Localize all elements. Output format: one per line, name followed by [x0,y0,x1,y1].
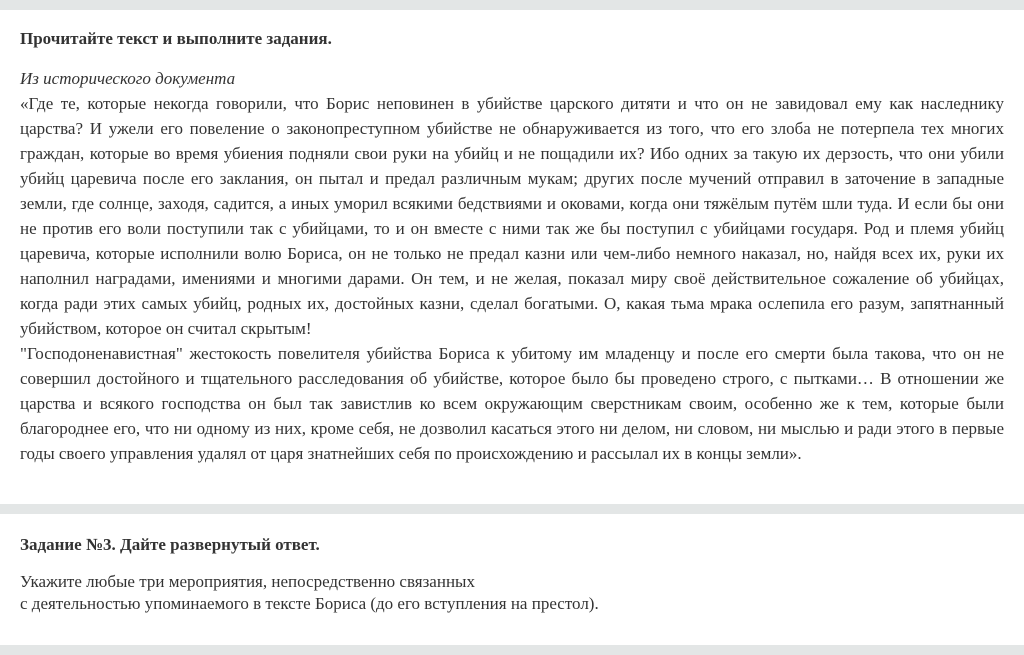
reading-section [0,10,1024,504]
task-text-line-2: с деятельностью упоминаемого в тексте Бориса (до его вступления на престол). [20,594,599,613]
task-section [0,514,1024,645]
source-label: Из исторического документа [20,69,236,88]
document-paragraph-1: «Где те, которые некогда говорили, что Борис неповинен в убийстве царского дитяти и что он не завидовал ему как наследнику царства? И ужели его повеление о законопреступном убийстве не обнаруживается из того, что его злоба не потерпела тех многих граждан, которые во время убиения подняли свои руки на убийц и не пощадили их? Ибо одних за такую их дерзость, что они убили убийц царевича после его заклания, он пытал и предал различным мукам; других после мучений отправил в заточение в западные земли, где солнце, заходя, садится, а иных уморил всякими бедствиями и оковами, когда они тяжёлым путём шли туда. И если бы они не против его воли поступили так с убийцами, то и он вместе с ними так же бы поступил с убийцами государя. Род и племя убийц царевича, которые исполнили волю Бориса, он не только не предал казни или чем-либо немного наказал, но, найдя всех их, руки их наполнил наградами, имениями и многими дарами. Он тем, и не желая, показал миру своё действительное сожаление об убийцах, когда ради этих самых убийц, родных их, достойных казни, сделал богатыми. О, какая тьма мрака ослепила его разум, запятнанный убийством, которое он считал скрытым! [20,94,1004,338]
document-paragraph-2: "Господоненавистная" жестокость повелителя убийства Бориса к убитому им младенцу и после его смерти была такова, что он не совершил достойного и тщательного расследования об убийстве, которое было бы проведено строго, с пытками… В отношении же царства и всякого господства он был так завистлив ко всем окружающим сверстникам своим, особенно же к тем, которые были благороднее его, что ни одному из них, кроме себя, не дозволил касаться этого ни делом, ни словом, ни мыслью и ради этого в первые годы своего управления удалял от царя знатнейших себя по происхождению и рассылал их в концы земли». [20,344,1004,463]
document-text [20,91,1004,466]
task-heading: Задание №3. Дайте развернутый ответ. [20,535,320,554]
task-text [20,571,1004,615]
task-text-line-1: Укажите любые три мероприятия, непосредственно связанных [20,572,475,591]
section-heading: Прочитайте текст и выполните задания. [20,29,332,48]
